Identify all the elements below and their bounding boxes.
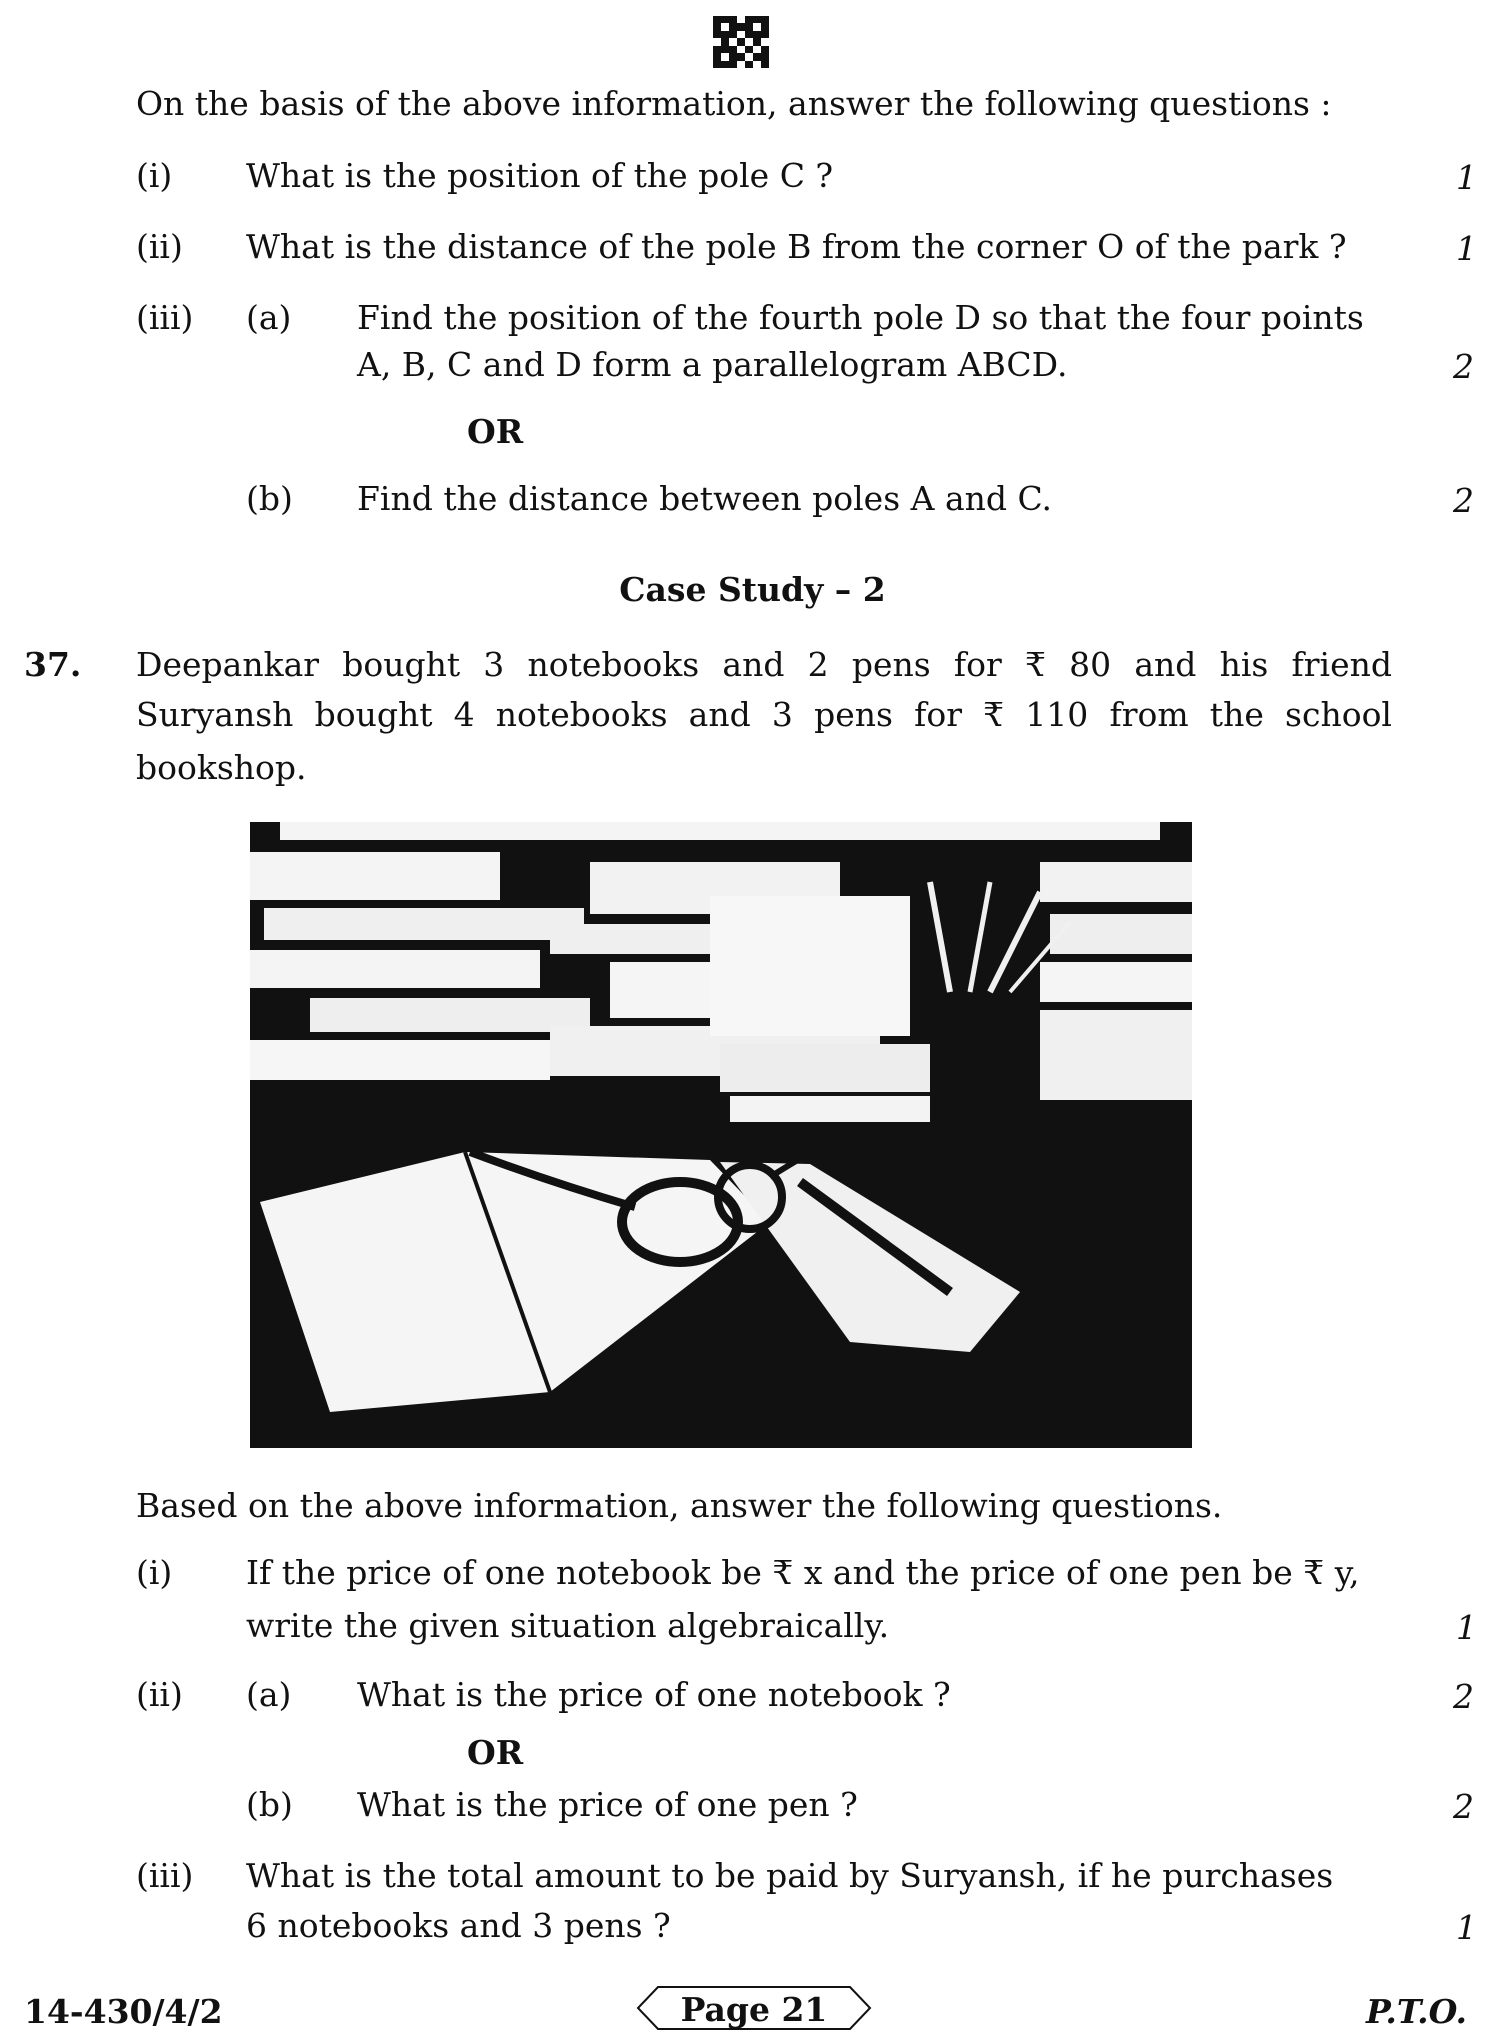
q36-ii-text: What is the distance of the pole B from the corner O of the park ? — [246, 227, 1347, 266]
q37-line2: Suryansh bought 4 notebooks and 3 pens for ₹ 110 from the school — [136, 695, 1392, 734]
q36-ii-marks: 1 — [1456, 229, 1477, 268]
q36-iii-a-line1: Find the position of the fourth pole D so that the four points — [357, 298, 1364, 337]
q37-iii-marks: 1 — [1456, 1908, 1477, 1947]
q37-based-text: Based on the above information, answer the following questions. — [136, 1486, 1223, 1525]
q36-iii-number: (iii) — [136, 298, 194, 337]
books-notebook-glasses-photo — [250, 822, 1192, 1448]
q37-i-line1: If the price of one notebook be ₹ x and the price of one pen be ₹ y, — [246, 1553, 1360, 1592]
q37-ii-a-label: (a) — [246, 1675, 292, 1714]
q37-iii-line1: What is the total amount to be paid by Suryansh, if he purchases — [246, 1856, 1334, 1895]
q37-line3: bookshop. — [136, 748, 307, 787]
q36-or: OR — [467, 412, 524, 451]
pto-label: P.T.O. — [1366, 1992, 1467, 2031]
q37-i-number: (i) — [136, 1553, 173, 1592]
q36-iii-a-marks: 2 — [1453, 347, 1474, 386]
q37-iii-number: (iii) — [136, 1856, 194, 1895]
q37-number: 37. — [24, 645, 82, 684]
page-number: Page 21 — [680, 1990, 828, 2029]
q36-i-text: What is the position of the pole C ? — [246, 156, 834, 195]
q36-iii-b-text: Find the distance between poles A and C. — [357, 479, 1053, 518]
q36-iii-b-marks: 2 — [1453, 481, 1474, 520]
q36-iii-a-label: (a) — [246, 298, 292, 337]
q37-or: OR — [467, 1733, 524, 1772]
q37-ii-a-text: What is the price of one notebook ? — [357, 1675, 951, 1714]
paper-code: 14-430/4/2 — [24, 1992, 223, 2031]
q37-ii-b-text: What is the price of one pen ? — [357, 1785, 858, 1824]
q36-i-number: (i) — [136, 156, 173, 195]
q36-iii-b-label: (b) — [246, 479, 293, 518]
qr-code-icon — [713, 16, 769, 68]
q36-iii-a-line2: A, B, C and D form a parallelogram ABCD. — [357, 345, 1068, 384]
intro-text: On the basis of the above information, answer the following questions : — [136, 84, 1332, 123]
q37-ii-b-marks: 2 — [1453, 1787, 1474, 1826]
case-study-title: Case Study – 2 — [619, 570, 886, 609]
q37-iii-line2: 6 notebooks and 3 pens ? — [246, 1906, 671, 1945]
page-number-badge — [636, 1986, 872, 2030]
q37-ii-number: (ii) — [136, 1675, 183, 1714]
q37-i-marks: 1 — [1456, 1608, 1477, 1647]
q37-line1: Deepankar bought 3 notebooks and 2 pens for ₹ 80 and his friend — [136, 645, 1392, 684]
q37-i-line2: write the given situation algebraically. — [246, 1606, 890, 1645]
q36-i-marks: 1 — [1456, 158, 1477, 197]
q37-ii-a-marks: 2 — [1453, 1677, 1474, 1716]
q36-ii-number: (ii) — [136, 227, 183, 266]
q37-ii-b-label: (b) — [246, 1785, 293, 1824]
